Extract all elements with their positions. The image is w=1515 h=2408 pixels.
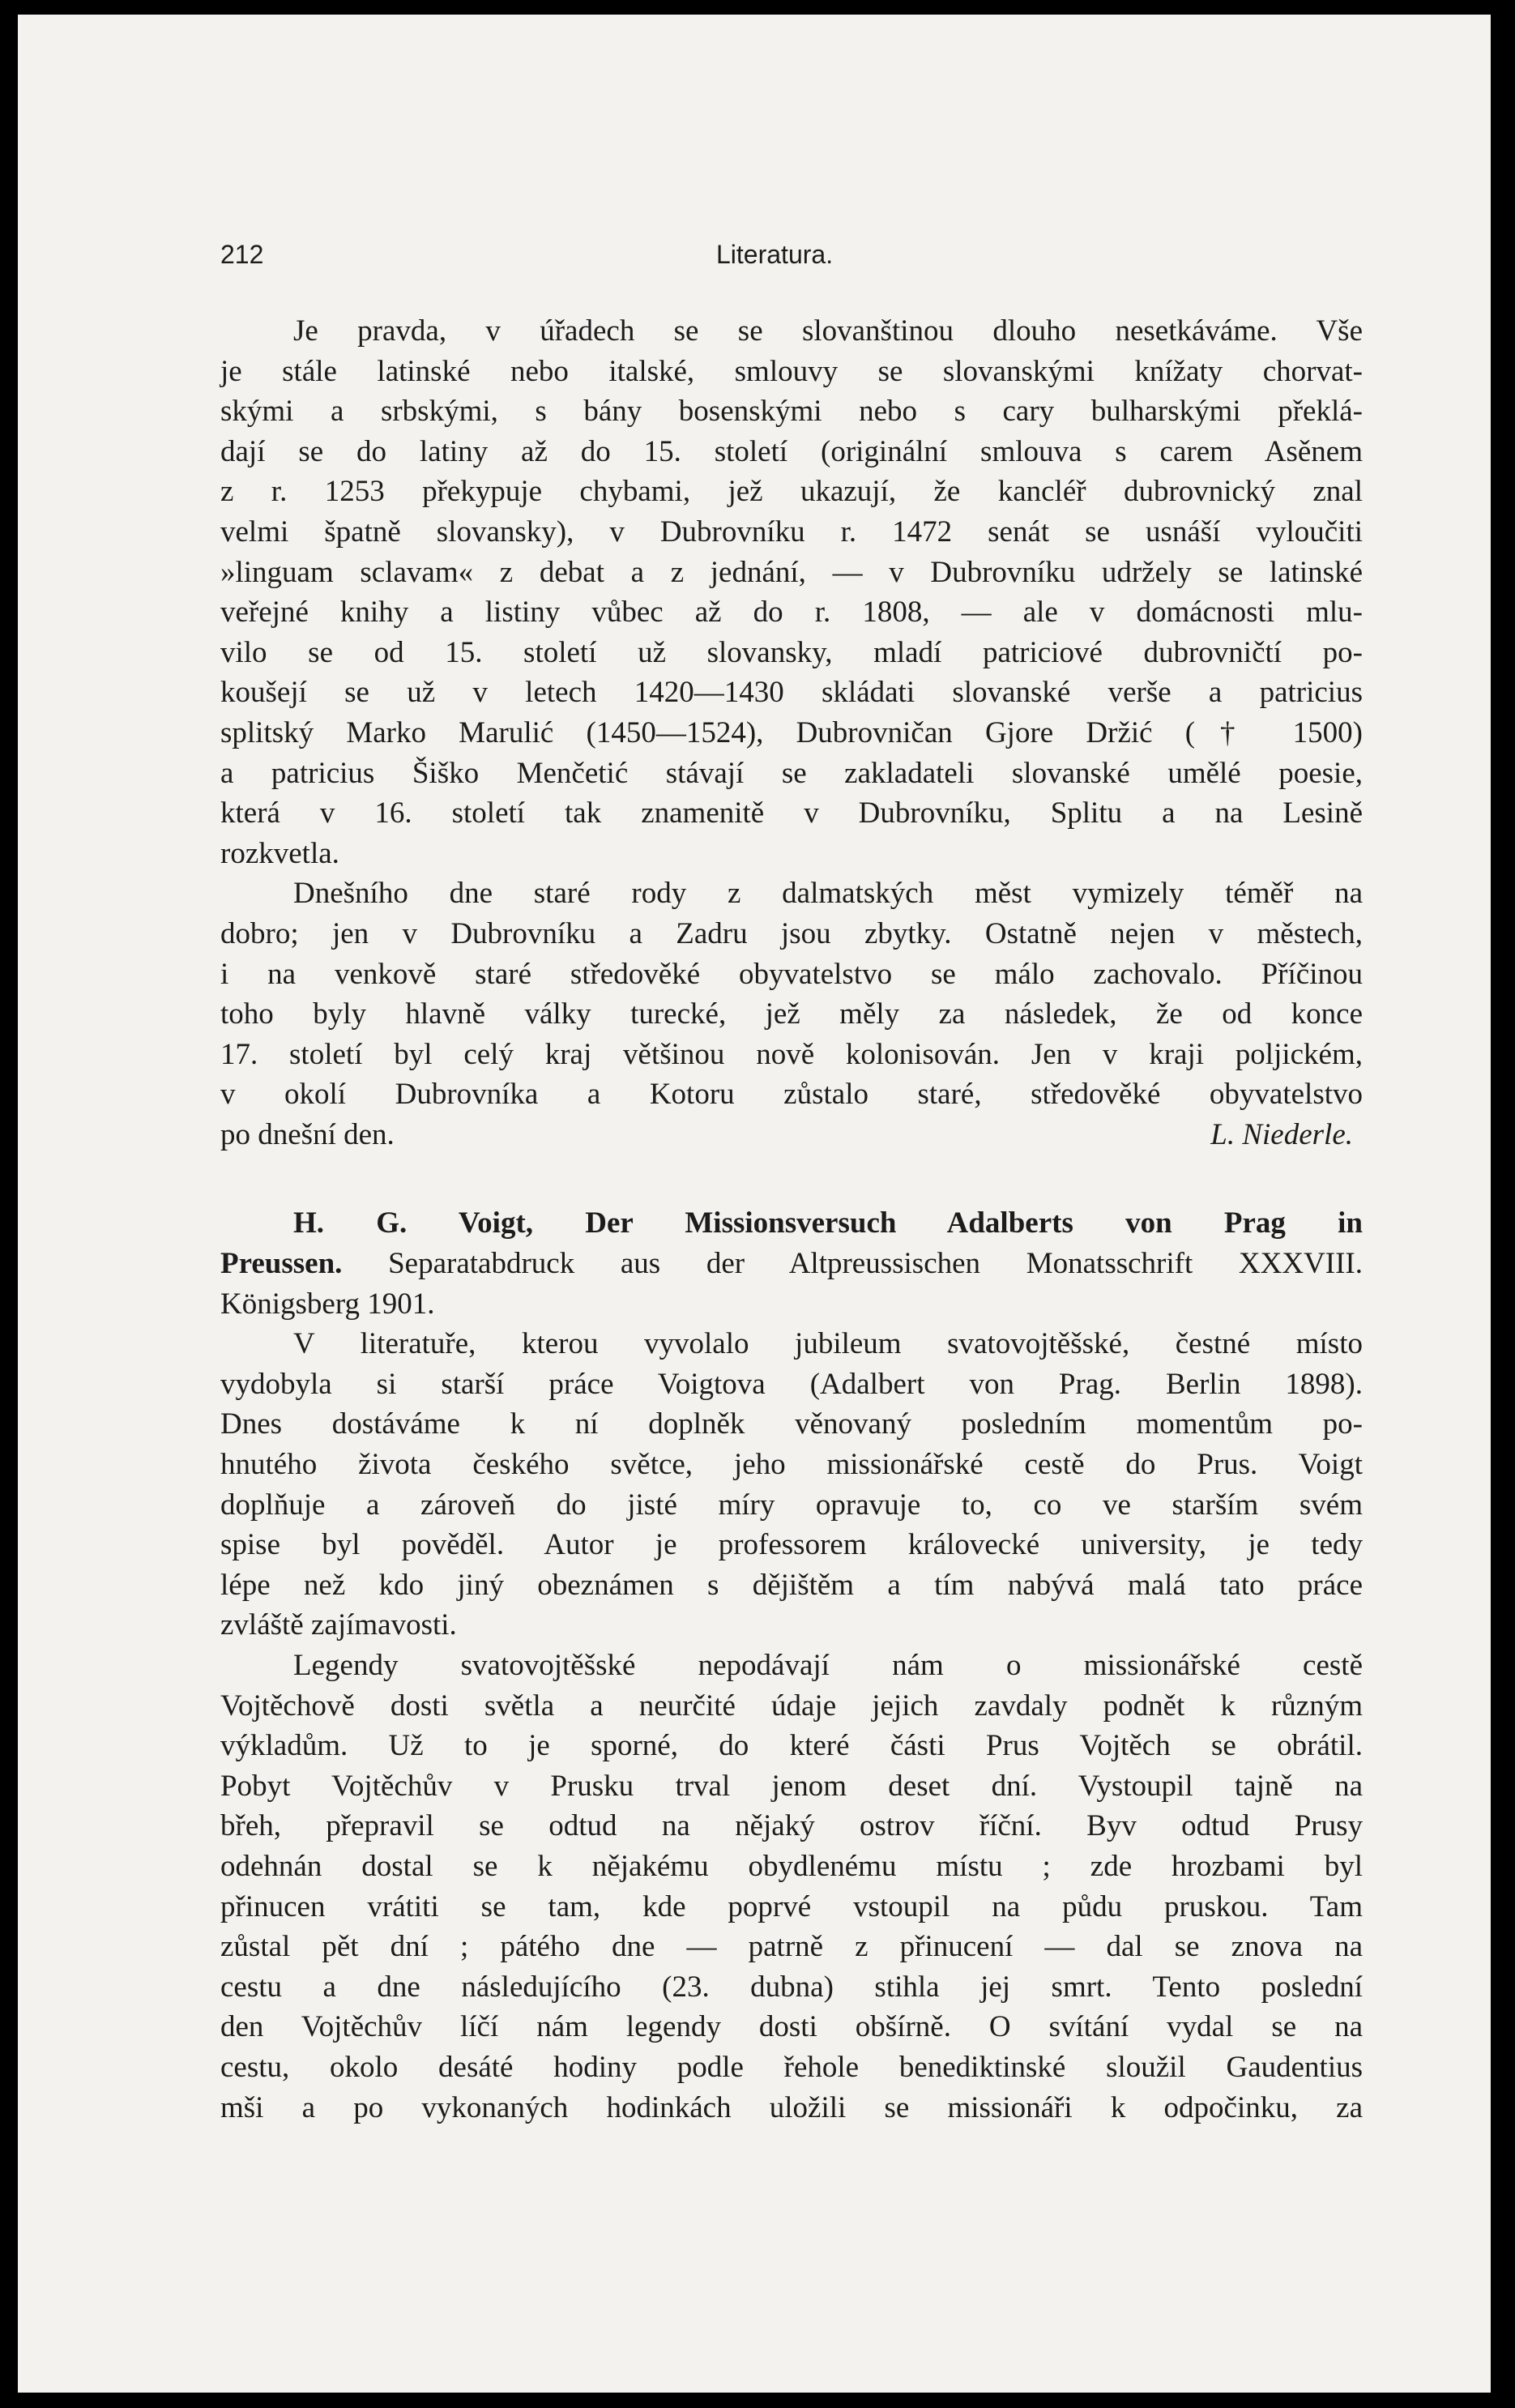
text-line: cestu a dne následujícího (23. dubna) stihla jej smrt. Tento poslední bbox=[220, 1970, 1363, 2004]
running-head bbox=[220, 240, 1363, 277]
text-line: z r. 1253 překypuje chybami, jež ukazují, že kancléř dubrovnický znal bbox=[220, 475, 1363, 509]
text-line: cestu, okolo desáté hodiny podle řehole benediktinské sloužil Gaudentius bbox=[220, 2050, 1363, 2084]
running-title: Literatura. bbox=[716, 240, 834, 269]
text-line: lépe než kdo jiný obeznámen s dějištěm a tím nabývá malá tato práce bbox=[220, 1568, 1363, 1602]
text-line: Dnešního dne staré rody z dalmatských měst vymizely téměř na bbox=[293, 877, 1363, 911]
closing-line bbox=[220, 1115, 1363, 1155]
body-text bbox=[220, 311, 1363, 2128]
text-line: Vojtěchově dosti světla a neurčité údaje jejich zavdaly podnět k různým bbox=[220, 1689, 1363, 1723]
text-line: Legendy svatovojtěšské nepodávají nám o missionářské cestě bbox=[293, 1649, 1363, 1682]
review-paragraph-1 bbox=[220, 1324, 1363, 1646]
text-line: a patricius Šiško Menčetić stávají se zakladateli slovanské umělé poesie, bbox=[220, 756, 1363, 790]
text-line: po dnešní den. bbox=[220, 1117, 395, 1151]
text-line: splitský Marko Marulić (1450—1524), Dubrovničan Gjore Držić († 1500) bbox=[220, 715, 1363, 749]
paragraph-old-families bbox=[220, 873, 1363, 1155]
review-book-title-cont: Preussen. bbox=[220, 1247, 343, 1281]
text-line: Pobyt Vojtěchův v Prusku trval jenom deset dní. Vystoupil tajně na bbox=[220, 1769, 1363, 1803]
text-line: doplňuje a zároveň do jisté míry opravuje to, co ve starším svém bbox=[220, 1488, 1363, 1522]
page-number: 212 bbox=[220, 240, 264, 269]
author-signature: L. Niederle. bbox=[1210, 1117, 1353, 1151]
text-line: přinucen vrátiti se tam, kde poprvé vstoupil na půdu pruskou. Tam bbox=[220, 1889, 1363, 1923]
review-publication: Separatabdruck aus der Altpreussischen Monatsschrift XXXVIII. bbox=[388, 1247, 1363, 1281]
text-line: která v 16. století tak znamenitě v Dubrovníku, Splitu a na Lesině bbox=[220, 796, 1363, 830]
text-line: zůstal pět dní ; pátého dne — patrně z přinucení — dal se znova na bbox=[220, 1930, 1363, 1964]
paragraph-slavic-language bbox=[220, 311, 1363, 873]
text-line: je stále latinské nebo italské, smlouvy se slovanskými knížaty chorvat- bbox=[220, 354, 1363, 388]
review-heading bbox=[220, 1203, 1363, 1324]
text-line: Je pravda, v úřadech se se slovanštinou dlouho nesetkáváme. Vše bbox=[293, 314, 1363, 348]
section-gap bbox=[220, 1155, 1363, 1203]
text-line: vydobyla si starší práce Voigtova (Adalbert von Prag. Berlin 1898). bbox=[220, 1367, 1363, 1401]
review-book-title: Der Missionsversuch Adalberts von Prag in bbox=[585, 1206, 1363, 1240]
text-line: V literatuře, kterou vyvolalo jubileum svatovojtěšské, čestné místo bbox=[293, 1327, 1363, 1361]
text-line: mši a po vykonaných hodinkách uložili se missionáři k odpočinku, za bbox=[220, 2090, 1363, 2124]
book-page bbox=[18, 15, 1491, 2393]
text-line: den Vojtěchův líčí nám legendy dosti obšírně. O svítání vydal se na bbox=[220, 2010, 1363, 2044]
text-line: velmi špatně slovansky), v Dubrovníku r. 1472 senát se usnáší vyloučiti bbox=[220, 514, 1363, 549]
text-line: výkladům. Už to je sporné, do které části Prus Vojtěch se obrátil. bbox=[220, 1729, 1363, 1763]
text-line: odehnán dostal se k nějakému obydlenému místu ; zde hrozbami byl bbox=[220, 1849, 1363, 1883]
text-line: rozkvetla. bbox=[220, 836, 339, 870]
text-line: i na venkově staré středověké obyvatelstvo se málo zachovalo. Příčinou bbox=[220, 957, 1363, 991]
text-line: »linguam sclavam« z debat a z jednání, — v Dubrovníku udržely se latinské bbox=[220, 555, 1363, 589]
review-author: H. G. Voigt, bbox=[293, 1206, 534, 1240]
text-line: toho byly hlavně války turecké, jež měly za následek, že od konce bbox=[220, 997, 1363, 1031]
text-line: v okolí Dubrovníka a Kotoru zůstalo staré, středověké obyvatelstvo bbox=[220, 1078, 1363, 1112]
text-line: břeh, přepravil se odtud na nějaký ostrov říční. Byv odtud Prusy bbox=[220, 1809, 1363, 1843]
text-line: hnutého života českého světce, jeho missionářské cestě do Prus. Voigt bbox=[220, 1448, 1363, 1482]
review-place: Königsberg 1901. bbox=[220, 1287, 435, 1321]
text-line: zvláště zajímavosti. bbox=[220, 1608, 457, 1642]
review-heading-line bbox=[220, 1244, 1363, 1284]
text-line: spise byl pověděl. Autor je professorem královecké university, je tedy bbox=[220, 1528, 1363, 1562]
text-line: veřejné knihy a listiny vůbec až do r. 1808, — ale v domácnosti mlu- bbox=[220, 596, 1363, 630]
text-line: dají se do latiny až do 15. století (originální smlouva s carem Asěnem bbox=[220, 434, 1363, 468]
text-line: koušejí se už v letech 1420—1430 skládati slovanské verše a patricius bbox=[220, 676, 1363, 710]
text-line: Dnes dostáváme k ní doplněk věnovaný posledním momentům po- bbox=[220, 1407, 1363, 1441]
text-line: 17. století byl celý kraj většinou nově kolonisován. Jen v kraji poljickém, bbox=[220, 1037, 1363, 1071]
text-line: skými a srbskými, s bány bosenskými nebo s cary bulharskými překlá- bbox=[220, 395, 1363, 429]
review-paragraph-2 bbox=[220, 1646, 1363, 2128]
review-heading-line bbox=[220, 1203, 1363, 1244]
text-line: vilo se od 15. století už slovansky, mladí patriciové dubrovničtí po- bbox=[220, 635, 1363, 669]
text-line: dobro; jen v Dubrovníku a Zadru jsou zbytky. Ostatně nejen v městech, bbox=[220, 916, 1363, 950]
